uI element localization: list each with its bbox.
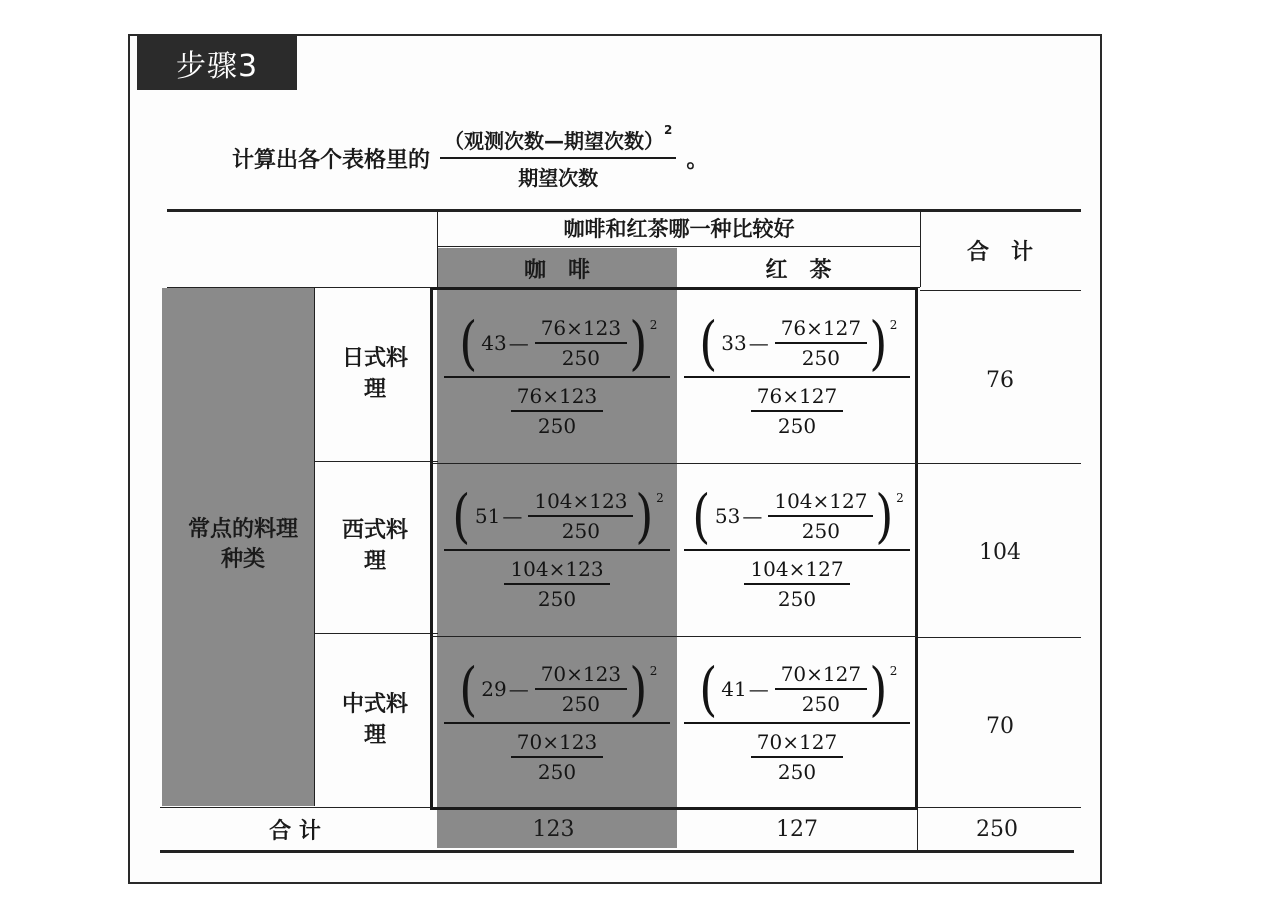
open-paren: ( (698, 309, 717, 377)
instruction (232, 118, 708, 198)
observed-count: 51 (474, 504, 501, 528)
observed-count: 33 (721, 331, 747, 355)
expected-denominator-denominator: 250 (537, 760, 577, 784)
col-tea-header: 红 茶 (765, 257, 832, 283)
observed-count: 53 (714, 504, 741, 528)
close-paren: ) (635, 482, 654, 550)
instruction-suffix: 。 (686, 147, 709, 173)
expected-denominator-numerator: 104×123 (504, 557, 609, 585)
minus-sign: — (508, 331, 529, 355)
formula-tea-row-2 (677, 465, 917, 633)
box-row-divider-1 (430, 463, 918, 464)
instruction-fraction (440, 125, 676, 191)
expected-denominator-denominator: 250 (777, 587, 817, 611)
square-exponent: 2 (889, 664, 898, 678)
formula-numerator (457, 655, 658, 723)
expected-fraction (775, 662, 867, 716)
totals-label: 合 计 (269, 818, 321, 844)
expected-fraction (768, 489, 873, 543)
observed-count: 41 (721, 677, 747, 701)
expected-fraction-denominator: 250 (561, 692, 600, 716)
total-header-rule (920, 290, 1081, 291)
formula-numerator (697, 309, 898, 377)
expected-fraction-numerator: 70×123 (535, 662, 627, 690)
expected-fraction (528, 489, 633, 543)
table-bottom-rule (160, 850, 1074, 853)
close-paren: ) (869, 655, 888, 723)
formula-coffee-row-1 (437, 292, 677, 460)
minus-sign: — (748, 677, 769, 701)
formula-numerator (690, 482, 904, 550)
open-paren: ( (698, 655, 717, 723)
square-exponent: 2 (896, 491, 904, 505)
expected-denominator-numerator: 70×123 (511, 730, 603, 758)
row-label-japanese: 日式料理 (341, 346, 408, 402)
formula-tea-row-1 (677, 292, 917, 460)
group-header: 咖啡和红茶哪一种比较好 (563, 217, 795, 241)
instruction-numerator (440, 125, 676, 159)
expected-fraction-denominator: 250 (561, 519, 600, 543)
row-total-western: 104 (979, 539, 1021, 565)
minus-sign: — (748, 331, 769, 355)
total-grand: 250 (976, 816, 1018, 842)
row-divider-2-total (918, 637, 1081, 638)
row-divider-1 (314, 461, 438, 462)
row-total-japanese: 76 (986, 367, 1014, 393)
expected-denominator (504, 557, 609, 611)
col-coffee-header: 咖 啡 (523, 257, 590, 283)
open-paren: ( (452, 482, 471, 550)
observed-count: 29 (481, 677, 507, 701)
expected-denominator (751, 384, 843, 438)
expected-fraction-denominator: 250 (801, 346, 840, 370)
instruction-prefix: 计算出各个表格里的 (232, 147, 431, 173)
instruction-denominator: 期望次数 (518, 166, 599, 190)
square-exponent: 2 (649, 664, 658, 678)
expected-denominator-numerator: 70×127 (751, 730, 843, 758)
expected-fraction-denominator: 250 (801, 519, 840, 543)
total-tea: 127 (776, 816, 818, 842)
box-row-divider-2 (430, 636, 918, 637)
group-header-rule (437, 246, 920, 247)
close-paren: ) (869, 309, 888, 377)
expected-fraction-numerator: 104×123 (528, 489, 633, 517)
close-paren: ) (629, 309, 648, 377)
expected-denominator (744, 557, 849, 611)
row-label-western: 西式料理 (341, 518, 408, 574)
formula-coffee-row-2 (437, 465, 677, 633)
minus-sign: — (742, 504, 763, 528)
minus-sign: — (502, 504, 523, 528)
expected-denominator-denominator: 250 (777, 414, 817, 438)
row-total-chinese: 70 (986, 713, 1014, 739)
row-label-rule (314, 288, 315, 806)
expected-denominator-numerator: 76×127 (751, 384, 843, 412)
expected-denominator-numerator: 76×123 (511, 384, 603, 412)
numerator-text: （观测次数—期望次数） (444, 129, 665, 153)
expected-fraction-numerator: 104×127 (768, 489, 873, 517)
row-header-rule (167, 287, 437, 288)
numerator-exponent: 2 (664, 123, 673, 138)
total-coffee: 123 (532, 816, 575, 842)
open-paren: ( (458, 309, 477, 377)
expected-denominator (751, 730, 843, 784)
expected-denominator-denominator: 250 (777, 760, 817, 784)
expected-denominator-denominator: 250 (537, 587, 577, 611)
expected-fraction-numerator: 76×127 (775, 316, 867, 344)
formula-numerator (457, 309, 658, 377)
row-group-label: 常点的料理种类 (187, 517, 298, 572)
square-exponent: 2 (649, 318, 658, 332)
minus-sign: — (508, 677, 529, 701)
formula-numerator (450, 482, 664, 550)
expected-denominator-denominator: 250 (537, 414, 577, 438)
square-exponent: 2 (656, 491, 664, 505)
expected-fraction (535, 316, 627, 370)
expected-fraction-numerator: 76×123 (535, 316, 627, 344)
expected-denominator (511, 384, 603, 438)
row-divider-2 (314, 633, 438, 634)
expected-fraction (775, 316, 867, 370)
formula-numerator (697, 655, 898, 723)
expected-fraction-numerator: 70×127 (775, 662, 867, 690)
expected-denominator (511, 730, 603, 784)
open-paren: ( (458, 655, 477, 723)
expected-denominator-numerator: 104×127 (744, 557, 849, 585)
expected-fraction-denominator: 250 (801, 692, 840, 716)
observed-count: 43 (481, 331, 507, 355)
square-exponent: 2 (889, 318, 898, 332)
col-total-header: 合 计 (966, 239, 1033, 265)
expected-fraction-denominator: 250 (561, 346, 600, 370)
formula-tea-row-3 (677, 638, 917, 806)
open-paren: ( (692, 482, 711, 550)
row-divider-1-total (918, 463, 1081, 464)
close-paren: ) (875, 482, 894, 550)
expected-fraction (535, 662, 627, 716)
step-badge: 步骤3 (137, 36, 297, 90)
row-label-chinese: 中式料理 (341, 692, 408, 748)
close-paren: ) (629, 655, 648, 723)
formula-coffee-row-3 (437, 638, 677, 806)
